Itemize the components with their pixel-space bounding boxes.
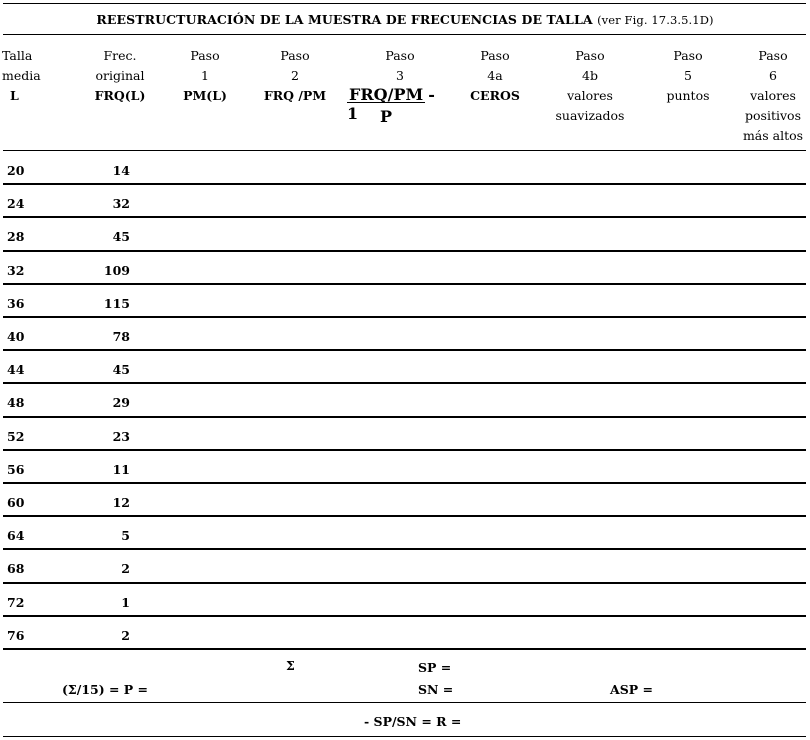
header-paso-5: Paso 5 puntos [666, 48, 710, 103]
table-row [0, 217, 810, 250]
table-row [0, 317, 810, 350]
table-row [0, 516, 810, 549]
talla-value: 64 [7, 528, 25, 544]
frec-value: 12 [112, 495, 130, 510]
frec-value: 1 [121, 594, 130, 610]
frec-value: 109 [103, 262, 130, 278]
table-row [0, 549, 810, 582]
top-rule [3, 3, 806, 4]
row-rule [3, 648, 806, 650]
frec-value: 11 [112, 461, 130, 477]
frec-value: 5 [121, 528, 130, 544]
frec-value: 45 [112, 229, 130, 245]
header-paso-1: Paso 1 PM(L) [183, 48, 227, 103]
formula-numerator: FRQ/PM [349, 85, 424, 104]
talla-value: 68 [7, 561, 25, 577]
header-paso-6: Paso 6 valores positivos más altos [742, 48, 804, 143]
table-row [0, 284, 810, 317]
talla-value: 32 [7, 262, 25, 278]
header-paso-2: Paso 2 FRQ /PM [263, 48, 327, 103]
frec-value: 115 [103, 295, 130, 311]
r-label: - SP/SN = R = [364, 714, 462, 729]
talla-value: 48 [7, 395, 25, 411]
table-row [0, 383, 810, 416]
sp-label: SP = [418, 660, 452, 675]
table-row [0, 583, 810, 616]
header-frec-original: Frec. original FRQ(L) [94, 48, 146, 103]
p-label: (Σ/15) = P = [62, 682, 149, 697]
bottom-rule [3, 736, 806, 737]
table-row [0, 151, 810, 184]
talla-value: 40 [7, 329, 25, 344]
footer-rule [3, 702, 806, 703]
frec-value: 23 [112, 428, 130, 444]
table-row [0, 616, 810, 649]
formula-denominator: P [380, 107, 393, 126]
table-row [0, 483, 810, 516]
talla-value: 20 [7, 163, 25, 178]
frec-value: 78 [112, 329, 130, 344]
table-row [0, 350, 810, 383]
header-paso-3: Paso 3 [385, 48, 415, 83]
figure-reference: (ver Fig. 17.3.5.1D) [597, 13, 714, 27]
title-rule [3, 34, 806, 35]
paso-3-formula [347, 85, 451, 126]
sn-label: SN = [418, 682, 454, 697]
table-row [0, 251, 810, 284]
frec-value: 14 [112, 163, 130, 178]
table-row [0, 450, 810, 483]
frec-value: 2 [121, 627, 130, 643]
talla-value: 44 [7, 362, 25, 378]
talla-value: 24 [7, 196, 25, 212]
frec-value: 32 [112, 196, 130, 212]
frec-value: 45 [112, 362, 130, 378]
talla-value: 28 [7, 229, 25, 245]
talla-value: 36 [7, 295, 25, 311]
header-paso-4a: Paso 4a CEROS [470, 48, 520, 103]
table-title: REESTRUCTURACIÓN DE LA MUESTRA DE FRECUENCIAS DE TALLA (ver Fig. 17.3.5.1D) [96, 12, 714, 27]
talla-value: 52 [7, 428, 25, 444]
header-talla: Talla media L [2, 48, 41, 103]
talla-value: 60 [7, 495, 25, 510]
formula-suffix: - 1 [347, 85, 435, 123]
frec-value: 2 [121, 561, 130, 577]
table-row [0, 417, 810, 450]
header-paso-4b: Paso 4b valores suavizados [555, 48, 625, 123]
sigma-symbol: Σ [286, 658, 295, 673]
asp-label: ASP = [610, 682, 653, 697]
talla-value: 76 [7, 627, 25, 643]
table-row [0, 184, 810, 217]
talla-value: 56 [7, 461, 25, 477]
talla-value: 72 [7, 594, 25, 610]
frec-value: 29 [112, 395, 130, 411]
